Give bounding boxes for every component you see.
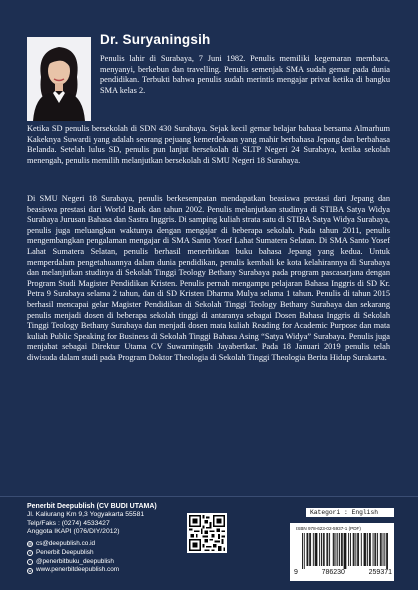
web-icon: w bbox=[28, 567, 32, 573]
contact-instagram-text: @penerbitbuku_deepublish bbox=[36, 557, 114, 565]
publisher-phone: Telp/Faks : (0274) 4533427 bbox=[27, 519, 110, 527]
qr-code-icon bbox=[189, 515, 225, 551]
publisher-ikapi: Anggota IKAPI (076/DIY/2012) bbox=[27, 528, 120, 536]
isbn-group-left: 786230 bbox=[321, 569, 345, 576]
contact-web[interactable] bbox=[27, 566, 187, 575]
email-icon: @ bbox=[28, 541, 33, 547]
publisher-info bbox=[27, 503, 187, 537]
isbn-digit-first: 9 bbox=[294, 569, 298, 576]
bio-paragraph-2: Ketika SD penulis bersekolah di SDN 430 Surabaya. Sejak kecil gemar belajar bahasa bersama Almarhum Kakeknya Suwardi yang adalah seorang pejuang kemerdekaan yang mahir berbahasa Jepang dan berbahasa Belanda. Setelah lulus SD, penulis pun lanjut bersekolah di SLTP Negeri 24 Surabaya, ketika sekolah menengah, penulis memilih melanjutkan bersekolah di SMU Negeri 18 Surabaya. bbox=[27, 124, 390, 165]
isbn-barcode bbox=[290, 523, 394, 581]
author-name: Dr. Suryaningsih bbox=[100, 32, 211, 47]
contact-email-text: cs@deepublish.co.id bbox=[36, 540, 96, 547]
isbn-digits bbox=[292, 569, 392, 577]
contact-facebook-text: Penerbit Deepublish bbox=[36, 548, 94, 556]
isbn-label: ISBN 978-623-02-5937-1 (PDF) bbox=[296, 526, 361, 531]
publisher-address: Jl. Kaliurang Km 9,3 Yogyakarta 55581 bbox=[27, 511, 145, 519]
contact-facebook[interactable] bbox=[27, 549, 187, 558]
publisher-contacts bbox=[27, 540, 187, 575]
bio-paragraph-1: Penulis lahir di Surabaya, 7 Juni 1982. Penulis memiliki kegemaran membaca, menyanyi, berkebun dan travelling. Penulis semenjak SMA sudah gemar pada dunia pendidikan. Terbukti bahwa penulis sudah merintis mengajar privat ketika di bangku SMA kelas 2. bbox=[100, 54, 390, 95]
contact-web-text: www.penerbitdeepublish.com bbox=[36, 566, 120, 574]
author-portrait-image bbox=[27, 37, 91, 121]
qr-code bbox=[187, 513, 227, 553]
instagram-icon: ◦ bbox=[27, 559, 33, 565]
category-label: Kategori : English bbox=[306, 508, 394, 517]
publisher-name: Penerbit Deepublish (CV BUDI UTAMA) bbox=[27, 503, 157, 510]
author-photo bbox=[27, 37, 91, 121]
barcode-bars bbox=[302, 533, 388, 569]
contact-instagram[interactable] bbox=[27, 558, 187, 567]
contact-email[interactable] bbox=[27, 540, 187, 549]
facebook-icon: f bbox=[27, 550, 33, 556]
isbn-group-right: 259371 bbox=[368, 569, 392, 576]
bio-paragraph-3: Di SMU Negeri 18 Surabaya, penulis berkesempatan mendapatkan beasiswa prestasi dari Jepang dan beasiswa prestasi dari World Bank dan tahun 2002. Penulis melanjutkan studinya di STIBA Satya Widya Surabaya Jurusan Bahasa dan Sastra Inggris. Di samping kuliah strata satu di STIBA Satya Widya Surabaya, penulis juga meluangkan waktunya dengan mengajar di beberapa sekolah. Pada tahun 2011, penulis mengembangkan pengalaman mengajar di SMA Santo Yosef Lahat Sumatera Selatan. Di SMA Santo Yosef Lahat Sumatera Selatan, penulis berhasil menerbitkan buku bahasa Jepang yang kedua. Untuk memperdalam pengetahuannya dalam dunia pendidikan, penulis kembali ke kota kelahirannya di Surabaya dan melanjutkan studinya di Sekolah Tinggi Teology Bethany Surabaya pada program pascasarjana dengan Program Studi Magister Pendidikan Kristen. Penulis pernah mengampu pelajaran Bahasa Inggris di SD Kr. Petra 9 Surabaya selama 2 tahun, dan di SD Kristen Dharma Mulya selama 1 tahun. Penulis di tahun 2015 berhasil mencapai gelar Magister Pendidikan di Sekolah Tinggi Teology Bethany Surabaya dan sekarang penulis menjadi dosen di beberapa sekolah tinggi di antaranya sebagai Dosen Bahasa Inggris di Sekolah Tinggi Teology Bethany Surabaya dan menjadi dosen mata kuliah Reading for Academic Purpose dan mata kuliah Public Speaking for Business di Sekolah Tinggi Bahasa Asing “Satya Widya” Surabaya. Penulis juga menjabat sebagai Direktur Utama CV Suwarningsih Jayabertkat. Pada 18 Januari 2019 penulis telah diwisuda dalam studi pada Program Doktor Theologia di Sekolah Tinggi Theologia Berita Hidup Surakarta. bbox=[27, 194, 390, 362]
